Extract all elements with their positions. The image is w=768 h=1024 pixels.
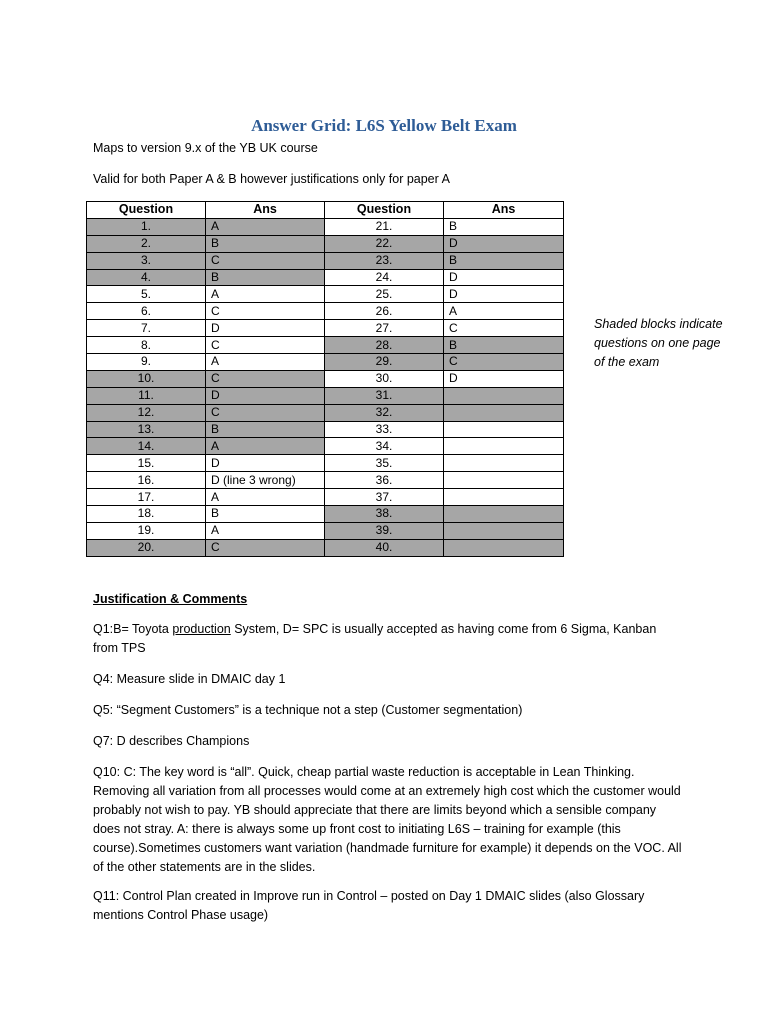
answer-cell	[444, 455, 564, 472]
question-number-cell: 15.	[87, 455, 206, 472]
q1-underlined-word: production	[172, 622, 231, 636]
header-ans-1: Ans	[206, 202, 325, 219]
answer-cell: A	[206, 286, 325, 303]
answer-cell	[444, 506, 564, 523]
question-number-cell: 24.	[325, 269, 444, 286]
question-number-cell: 1.	[87, 218, 206, 235]
question-number-cell: 35.	[325, 455, 444, 472]
question-number-cell: 13.	[87, 421, 206, 438]
question-number-cell: 19.	[87, 522, 206, 539]
question-number-cell: 9.	[87, 354, 206, 371]
justification-q5: Q5: “Segment Customers” is a technique not a step (Customer segmentation)	[93, 703, 523, 717]
question-number-cell: 20.	[87, 539, 206, 556]
question-number-cell: 18.	[87, 506, 206, 523]
question-number-cell: 25.	[325, 286, 444, 303]
answer-cell: D	[206, 320, 325, 337]
answer-grid-table	[86, 201, 564, 557]
answer-cell	[444, 539, 564, 556]
table-row	[87, 303, 564, 320]
answer-cell: D	[206, 387, 325, 404]
answer-cell: C	[206, 252, 325, 269]
question-number-cell: 39.	[325, 522, 444, 539]
question-number-cell: 32.	[325, 404, 444, 421]
table-row	[87, 235, 564, 252]
justification-q4: Q4: Measure slide in DMAIC day 1	[93, 672, 286, 686]
header-question-2: Question	[325, 202, 444, 219]
question-number-cell: 6.	[87, 303, 206, 320]
answer-cell: D	[444, 235, 564, 252]
answer-cell: B	[206, 421, 325, 438]
answer-cell	[444, 421, 564, 438]
answer-cell: B	[444, 252, 564, 269]
question-number-cell: 5.	[87, 286, 206, 303]
answer-cell: B	[206, 269, 325, 286]
page-title: Answer Grid: L6S Yellow Belt Exam	[251, 116, 517, 135]
answer-cell	[444, 472, 564, 489]
question-number-cell: 30.	[325, 370, 444, 387]
table-row	[87, 489, 564, 506]
question-number-cell: 7.	[87, 320, 206, 337]
answer-cell: C	[444, 320, 564, 337]
table-row	[87, 421, 564, 438]
answer-cell	[444, 404, 564, 421]
question-number-cell: 23.	[325, 252, 444, 269]
answer-cell: B	[206, 235, 325, 252]
table-row	[87, 370, 564, 387]
side-note-line: of the exam	[594, 355, 660, 369]
question-number-cell: 27.	[325, 320, 444, 337]
question-number-cell: 33.	[325, 421, 444, 438]
question-number-cell: 34.	[325, 438, 444, 455]
question-number-cell: 3.	[87, 252, 206, 269]
question-number-cell: 4.	[87, 269, 206, 286]
answer-cell	[444, 387, 564, 404]
answer-cell: A	[206, 218, 325, 235]
table-row	[87, 286, 564, 303]
answer-cell: B	[206, 506, 325, 523]
question-number-cell: 22.	[325, 235, 444, 252]
answer-cell: D	[444, 286, 564, 303]
table-row	[87, 218, 564, 235]
answer-cell: C	[444, 354, 564, 371]
question-number-cell: 16.	[87, 472, 206, 489]
answer-cell: B	[444, 218, 564, 235]
q1-text: Q1:B= Toyota	[93, 622, 173, 636]
table-row	[87, 455, 564, 472]
justification-q10: Q10: C: The key word is “all”. Quick, cheap partial waste reduction is acceptable in Lean Thinking. Removing all variation from all processes would come at an extremely high cost which the customer would probably not wish to pay. YB should appreciate that there are limits beyond which a sensible company does not stray. A: there is always some up front cost to initiating L6S – training for example (this course).Sometimes customers want variation (handmade furniture for example) it depends on the VOC. All of the other statements are in the slides.	[93, 765, 682, 874]
answer-cell: A	[206, 354, 325, 371]
table-row	[87, 522, 564, 539]
question-number-cell: 17.	[87, 489, 206, 506]
question-number-cell: 12.	[87, 404, 206, 421]
answer-cell: D	[444, 269, 564, 286]
question-number-cell: 29.	[325, 354, 444, 371]
table-row	[87, 354, 564, 371]
question-number-cell: 28.	[325, 337, 444, 354]
table-row	[87, 337, 564, 354]
header-question-1: Question	[87, 202, 206, 219]
header-ans-2: Ans	[444, 202, 564, 219]
table-row	[87, 438, 564, 455]
question-number-cell: 40.	[325, 539, 444, 556]
answer-cell	[444, 489, 564, 506]
justification-q7: Q7: D describes Champions	[93, 734, 250, 748]
table-row	[87, 269, 564, 286]
answer-cell: C	[206, 303, 325, 320]
question-number-cell: 36.	[325, 472, 444, 489]
question-number-cell: 31.	[325, 387, 444, 404]
justification-q11: Q11: Control Plan created in Improve run in Control – posted on Day 1 DMAIC slides (also Glossary mentions Control Phase usage)	[93, 889, 645, 922]
question-number-cell: 14.	[87, 438, 206, 455]
side-note-line: Shaded blocks indicate	[594, 317, 723, 331]
answer-cell: C	[206, 539, 325, 556]
question-number-cell: 11.	[87, 387, 206, 404]
answer-cell	[444, 438, 564, 455]
answer-cell: A	[206, 522, 325, 539]
table-row	[87, 404, 564, 421]
answer-cell: D (line 3 wrong)	[206, 472, 325, 489]
question-number-cell: 26.	[325, 303, 444, 320]
answer-cell: B	[444, 337, 564, 354]
answer-cell	[444, 522, 564, 539]
answer-cell: C	[206, 404, 325, 421]
answer-cell: A	[444, 303, 564, 320]
question-number-cell: 38.	[325, 506, 444, 523]
table-row	[87, 320, 564, 337]
justification-q1	[93, 620, 683, 658]
table-row	[87, 539, 564, 556]
answer-cell: C	[206, 337, 325, 354]
table-row	[87, 387, 564, 404]
answer-cell: C	[206, 370, 325, 387]
version-note: Maps to version 9.x of the YB UK course	[93, 141, 318, 155]
question-number-cell: 8.	[87, 337, 206, 354]
answer-cell: A	[206, 489, 325, 506]
table-row	[87, 472, 564, 489]
answer-cell: A	[206, 438, 325, 455]
q1-text-rest: System, D= SPC is usually accepted as having come from 6 Sigma, Kanban from TPS	[93, 622, 657, 655]
table-row	[87, 252, 564, 269]
question-number-cell: 21.	[325, 218, 444, 235]
validity-note: Valid for both Paper A & B however justifications only for paper A	[93, 172, 450, 186]
answer-cell: D	[444, 370, 564, 387]
question-number-cell: 10.	[87, 370, 206, 387]
answer-cell: D	[206, 455, 325, 472]
justification-heading: Justification & Comments	[93, 592, 248, 606]
table-header-row	[87, 202, 564, 219]
shading-legend-note	[594, 315, 744, 372]
side-note-line: questions on one page	[594, 336, 721, 350]
question-number-cell: 2.	[87, 235, 206, 252]
question-number-cell: 37.	[325, 489, 444, 506]
table-row	[87, 506, 564, 523]
